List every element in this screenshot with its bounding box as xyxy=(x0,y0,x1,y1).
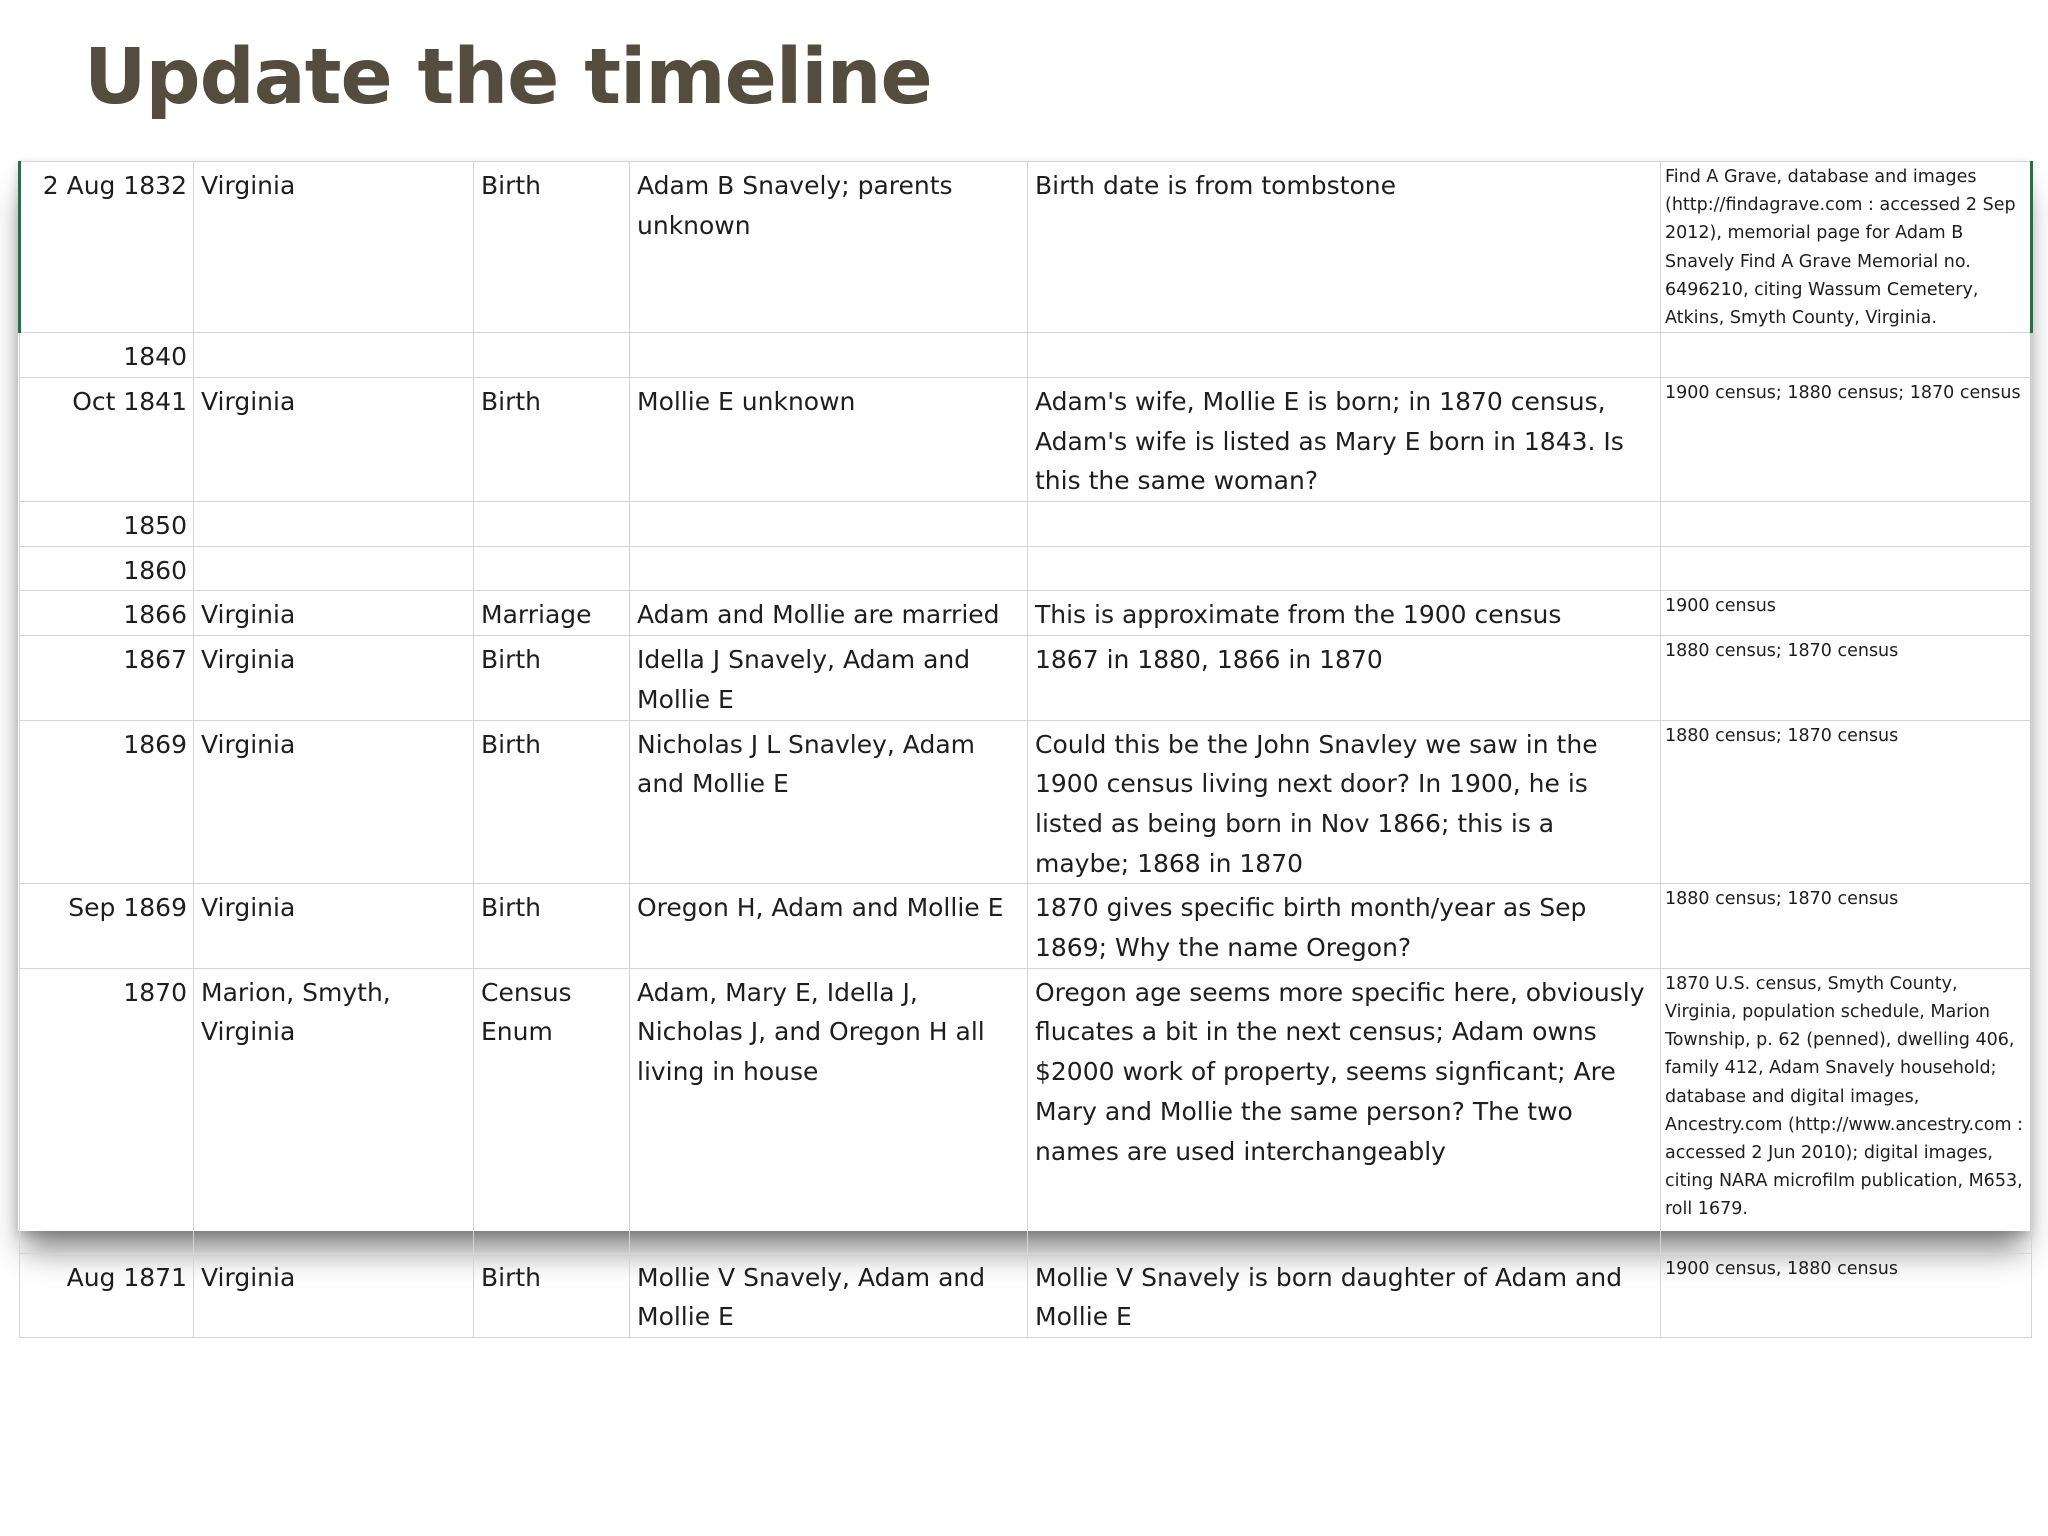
table-row xyxy=(20,720,2032,884)
event-cell[interactable]: Census Enum xyxy=(474,968,630,1253)
table-row xyxy=(20,884,2032,968)
source-cell[interactable]: 1880 census; 1870 census xyxy=(1661,720,2032,884)
place-cell[interactable]: Virginia xyxy=(194,591,474,636)
place-cell[interactable]: Virginia xyxy=(194,377,474,501)
people-cell[interactable] xyxy=(630,546,1028,591)
table-row xyxy=(20,968,2032,1253)
event-cell[interactable]: Birth xyxy=(474,636,630,720)
table-row xyxy=(20,333,2032,378)
notes-cell[interactable]: This is approximate from the 1900 census xyxy=(1028,591,1661,636)
people-cell[interactable]: Idella J Snavely, Adam and Mollie E xyxy=(630,636,1028,720)
source-cell[interactable] xyxy=(1661,333,2032,378)
people-cell[interactable]: Adam, Mary E, Idella J, Nicholas J, and Oregon H all living in house xyxy=(630,968,1028,1253)
notes-cell[interactable]: Could this be the John Snavley we saw in the 1900 census living next door? In 1900, he is listed as being born in Nov 1866; this is a maybe; 1868 in 1870 xyxy=(1028,720,1661,884)
date-cell[interactable]: Oct 1841 xyxy=(20,377,194,501)
notes-cell[interactable]: 1870 gives specific birth month/year as Sep 1869; Why the name Oregon? xyxy=(1028,884,1661,968)
place-cell[interactable]: Virginia xyxy=(194,720,474,884)
event-cell[interactable]: Birth xyxy=(474,162,630,333)
notes-cell[interactable] xyxy=(1028,502,1661,547)
timeline-table xyxy=(18,161,2033,1338)
table-row xyxy=(20,546,2032,591)
people-cell[interactable]: Mollie E unknown xyxy=(630,377,1028,501)
people-cell[interactable]: Adam B Snavely; parents unknown xyxy=(630,162,1028,333)
event-cell[interactable] xyxy=(474,546,630,591)
people-cell[interactable]: Adam and Mollie are married xyxy=(630,591,1028,636)
timeline-body xyxy=(20,162,2032,1338)
place-cell[interactable]: Virginia xyxy=(194,884,474,968)
date-cell[interactable]: 1840 xyxy=(20,333,194,378)
place-cell[interactable]: Virginia xyxy=(194,162,474,333)
people-cell[interactable] xyxy=(630,333,1028,378)
source-cell[interactable] xyxy=(1661,502,2032,547)
place-cell[interactable] xyxy=(194,502,474,547)
table-row xyxy=(20,636,2032,720)
notes-cell[interactable]: Mollie V Snavely is born daughter of Adam and Mollie E xyxy=(1028,1253,1661,1337)
table-row xyxy=(20,1253,2032,1337)
date-cell[interactable]: 1869 xyxy=(20,720,194,884)
date-cell[interactable]: Sep 1869 xyxy=(20,884,194,968)
event-cell[interactable]: Birth xyxy=(474,720,630,884)
notes-cell[interactable]: Birth date is from tombstone xyxy=(1028,162,1661,333)
event-cell[interactable] xyxy=(474,333,630,378)
notes-cell[interactable]: Adam's wife, Mollie E is born; in 1870 census, Adam's wife is listed as Mary E born in 1843. Is this the same woman? xyxy=(1028,377,1661,501)
source-cell[interactable]: 1870 U.S. census, Smyth County, Virginia, population schedule, Marion Township, p. 62 (penned), dwelling 406, family 412, Adam Snavely household; database and digital images, Ancestry.com (http://www.ancestry.com : accessed 2 Jun 2010); digital images, citing NARA microfilm publication, M653, roll 1679. xyxy=(1661,968,2032,1253)
place-cell[interactable]: Virginia xyxy=(194,1253,474,1337)
source-cell[interactable]: 1880 census; 1870 census xyxy=(1661,636,2032,720)
date-cell[interactable]: 1867 xyxy=(20,636,194,720)
source-cell[interactable]: 1900 census; 1880 census; 1870 census xyxy=(1661,377,2032,501)
date-cell[interactable]: 1860 xyxy=(20,546,194,591)
date-cell[interactable]: 1866 xyxy=(20,591,194,636)
source-cell[interactable]: 1900 census xyxy=(1661,591,2032,636)
table-row xyxy=(20,591,2032,636)
notes-cell[interactable] xyxy=(1028,546,1661,591)
table-row xyxy=(20,502,2032,547)
event-cell[interactable]: Birth xyxy=(474,377,630,501)
event-cell[interactable]: Marriage xyxy=(474,591,630,636)
source-cell[interactable] xyxy=(1661,546,2032,591)
event-cell[interactable] xyxy=(474,502,630,547)
date-cell[interactable]: 1870 xyxy=(20,968,194,1253)
table-row xyxy=(20,377,2032,501)
notes-cell[interactable] xyxy=(1028,333,1661,378)
source-cell[interactable]: 1880 census; 1870 census xyxy=(1661,884,2032,968)
source-cell[interactable]: Find A Grave, database and images (http://findagrave.com : accessed 2 Sep 2012), memorial page for Adam B Snavely Find A Grave Memorial no. 6496210, citing Wassum Cemetery, Atkins, Smyth County, Virginia. xyxy=(1661,162,2032,333)
notes-cell[interactable]: 1867 in 1880, 1866 in 1870 xyxy=(1028,636,1661,720)
notes-cell[interactable]: Oregon age seems more specific here, obviously flucates a bit in the next census; Adam owns $2000 work of property, seems signficant; Are Mary and Mollie the same person? The two names are used interchangeably xyxy=(1028,968,1661,1253)
event-cell[interactable]: Birth xyxy=(474,1253,630,1337)
people-cell[interactable] xyxy=(630,502,1028,547)
source-cell[interactable]: 1900 census, 1880 census xyxy=(1661,1253,2032,1337)
timeline-spreadsheet[interactable] xyxy=(18,161,2030,1332)
date-cell[interactable]: 2 Aug 1832 xyxy=(20,162,194,333)
people-cell[interactable]: Mollie V Snavely, Adam and Mollie E xyxy=(630,1253,1028,1337)
place-cell[interactable]: Virginia xyxy=(194,636,474,720)
place-cell[interactable] xyxy=(194,333,474,378)
place-cell[interactable]: Marion, Smyth, Virginia xyxy=(194,968,474,1253)
date-cell[interactable]: 1850 xyxy=(20,502,194,547)
place-cell[interactable] xyxy=(194,546,474,591)
event-cell[interactable]: Birth xyxy=(474,884,630,968)
people-cell[interactable]: Nicholas J L Snavley, Adam and Mollie E xyxy=(630,720,1028,884)
slide-title: Update the timeline xyxy=(84,33,932,122)
date-cell[interactable]: Aug 1871 xyxy=(20,1253,194,1337)
people-cell[interactable]: Oregon H, Adam and Mollie E xyxy=(630,884,1028,968)
table-row xyxy=(20,162,2032,333)
